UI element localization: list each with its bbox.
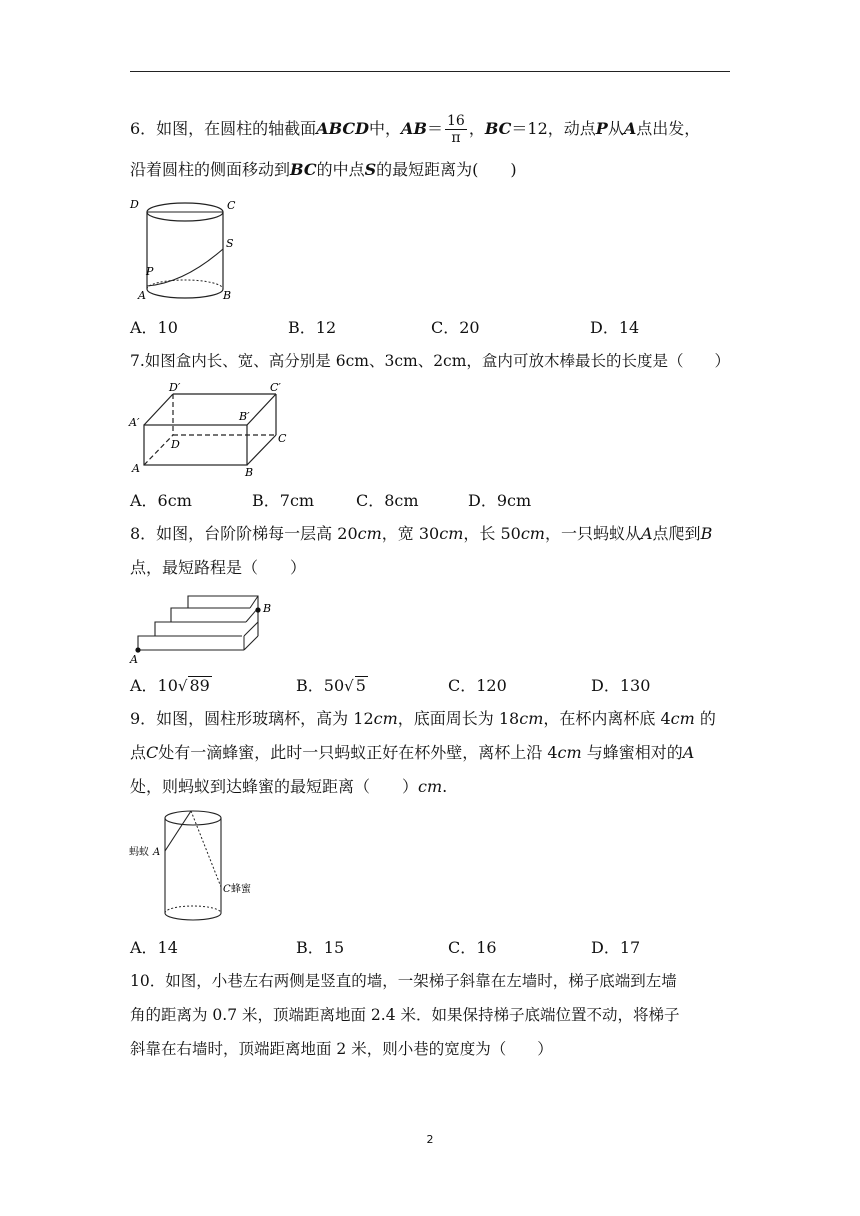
q9-label-a: A: [153, 847, 161, 858]
q7-label-d: D: [171, 438, 180, 451]
q7-label-cprime: C′: [270, 381, 281, 394]
q9-label-ant: 蚂蚁: [129, 847, 149, 858]
q7-label-a: A: [132, 462, 140, 475]
q9-line-3: 处，则蚂蚁到达蜂蜜的最短距离（ ）cm.: [130, 777, 448, 796]
q10-line-2: 角的距离为 0.7 米，顶端距离地面 2.4 米．如果保持梯子底端位置不动，将梯子: [130, 1006, 680, 1024]
q9-label-c: C: [223, 884, 231, 895]
q8-option-d: D．130: [591, 676, 651, 695]
q7-option-b: B．7cm: [252, 491, 315, 510]
q6-label-b: B: [223, 289, 232, 302]
q8-option-c: C．120: [448, 676, 507, 695]
header-rule: [130, 71, 730, 72]
q9-option-b: B．15: [296, 938, 345, 957]
q6-label-p: P: [146, 265, 154, 278]
q6-option-c: C．20: [431, 318, 480, 337]
q7-line-1: 7.如图盒内长、宽、高分别是 6cm、3cm、2cm，盒内可放木棒最长的长度是（ ）: [130, 352, 730, 370]
q6-line-2: 沿着圆柱的侧面移动到BC的中点S的最短距离为( ): [130, 160, 517, 179]
q6-label-s: S: [226, 237, 234, 250]
q7-box-figure: [126, 380, 296, 480]
q6-label-d: D: [130, 198, 139, 211]
q7-option-c: C．8cm: [356, 491, 419, 510]
q7-option-a: A．6cm: [130, 491, 192, 510]
q7-label-b: B: [245, 466, 254, 479]
q8-option-b: B．50√ 5: [296, 676, 366, 695]
q10-line-3: 斜靠在右墙时，顶端距离地面 2 米，则小巷的宽度为（ ）: [130, 1040, 553, 1058]
q7-option-d: D．9cm: [468, 491, 532, 510]
q7-label-dprime: D′: [169, 381, 181, 394]
q6-option-a: A．10: [130, 318, 178, 337]
q10-line-1: 10．如图，小巷左右两侧是竖直的墙，一架梯子斜靠在左墙时，梯子底端到左墙: [130, 972, 677, 990]
q9-label-honey: 蜂蜜: [231, 884, 251, 895]
q8-label-b: B: [263, 602, 272, 615]
q9-line-2: 点C处有一滴蜂蜜，此时一只蚂蚁正好在杯外壁，离杯上沿 4cm 与蜂蜜相对的A: [130, 743, 695, 762]
q6-option-b: B．12: [288, 318, 337, 337]
q9-cup-figure: [128, 805, 258, 925]
q9-option-c: C．16: [448, 938, 497, 957]
q8-line-2: 点，最短路程是（ ）: [130, 558, 307, 577]
q8-stairs-figure: [128, 588, 278, 666]
q6-option-d: D．14: [590, 318, 640, 337]
q8-line-1: 8．如图，台阶阶梯每一层高 20cm，宽 30cm，长 50cm，一只蚂蚁从A点爬到B: [130, 524, 713, 543]
q8-label-a: A: [130, 653, 138, 666]
q6-cylinder-figure: [124, 193, 254, 305]
q7-label-c: C: [278, 432, 287, 445]
q9-option-a: A．14: [130, 938, 178, 957]
page-number: 2: [426, 1133, 434, 1146]
q8-option-a: A．10√ 89: [130, 676, 210, 695]
q6-line-1: 6．如图，在圆柱的轴截面ABCD中，AB＝ $\frac{16}{\pi}$ ，BC＝12，动点P从A点出发，: [130, 113, 701, 146]
q6-label-a: A: [138, 289, 146, 302]
q9-option-d: D．17: [591, 938, 641, 957]
q7-label-aprime: A′: [129, 416, 140, 429]
q9-line-1: 9．如图，圆柱形玻璃杯，高为 12cm，底面周长为 18cm，在杯内离杯底 4cm 的: [130, 709, 716, 728]
q6-fraction: $\frac{16}{\pi}$: [447, 113, 465, 146]
q6-label-c: C: [227, 199, 236, 212]
q7-label-bprime: B′: [239, 410, 250, 423]
